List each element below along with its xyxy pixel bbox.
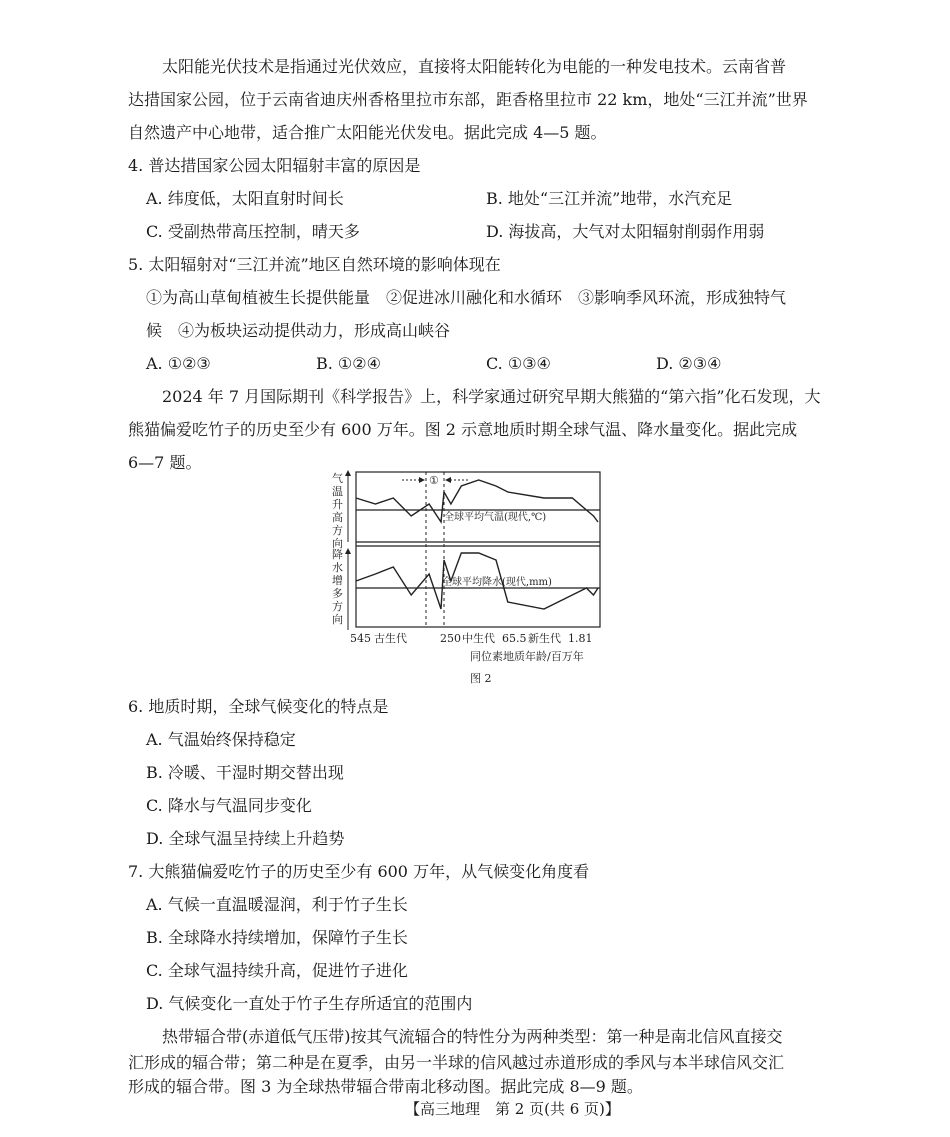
y-arrow-top-head bbox=[345, 470, 351, 476]
y-arrow-bottom-head bbox=[345, 548, 351, 554]
x-tick-1-81: 1.81 bbox=[568, 632, 593, 645]
question-4-option-b: B. 地处“三江并流”地带，水汽充足 bbox=[486, 189, 733, 208]
page-footer: 【高三地理 第 2 页(共 6 页)】 bbox=[405, 1100, 620, 1118]
passage1-line-3: 自然遗产中心地带，适合推广太阳能光伏发电。据此完成 4—5 题。 bbox=[128, 123, 607, 142]
y-label-bottom-0: 降 bbox=[332, 548, 343, 561]
question-6-option-d: D. 全球气温呈持续上升趋势 bbox=[146, 829, 345, 848]
question-5-option-c: C. ①③④ bbox=[486, 354, 551, 373]
question-4-option-d: D. 海拔高，大气对太阳辐射削弱作用弱 bbox=[486, 222, 765, 241]
y-label-bottom-1: 水 bbox=[332, 561, 343, 574]
chart-frame bbox=[356, 472, 600, 627]
y-label-top-5: 向 bbox=[332, 537, 343, 550]
y-label-top-4: 方 bbox=[332, 524, 343, 537]
question-5-option-a: A. ①②③ bbox=[146, 354, 211, 373]
question-7-option-b: B. 全球降水持续增加，保障竹子生长 bbox=[146, 928, 408, 947]
passage2-line-1: 2024 年 7 月国际期刊《科学报告》上，科学家通过研究早期大熊猫的“第六指”化石发现，大 bbox=[162, 387, 821, 406]
marker-arrow-left-head bbox=[419, 477, 425, 483]
figure-2-chart bbox=[330, 470, 620, 690]
y-label-bottom-5: 向 bbox=[332, 613, 343, 626]
x-tick-250: 250 bbox=[440, 632, 461, 645]
question-5-option-d: D. ②③④ bbox=[656, 354, 722, 373]
question-6-stem: 6. 地质时期，全球气候变化的特点是 bbox=[128, 697, 389, 716]
question-7-stem: 7. 大熊猫偏爱吃竹子的历史至少有 600 万年，从气候变化角度看 bbox=[128, 862, 590, 881]
passage2-line-2: 熊猫偏爱吃竹子的历史至少有 600 万年。图 2 示意地质时期全球气温、降水量变化。据此完成 bbox=[128, 420, 798, 439]
question-5-stem: 5. 太阳辐射对“三江并流”地区自然环境的影响体现在 bbox=[128, 255, 501, 274]
question-7-option-c: C. 全球气温持续升高，促进竹子进化 bbox=[146, 961, 408, 980]
x-tick-545: 545 bbox=[350, 632, 371, 645]
question-5-items-line-1: ①为高山草甸植被生长提供能量 ②促进冰川融化和水循环 ③影响季风环流，形成独特气 bbox=[146, 288, 787, 307]
question-4-option-a: A. 纬度低，太阳直射时间长 bbox=[146, 189, 344, 208]
figure-caption: 图 2 bbox=[470, 672, 492, 685]
marker-arrow-right-head bbox=[445, 477, 451, 483]
passage3-line-3: 形成的辐合带。图 3 为全球热带辐合带南北移动图。据此完成 8—9 题。 bbox=[128, 1077, 643, 1096]
precipitation-reference-label: 全球平均降水(现代,mm) bbox=[442, 577, 552, 588]
question-4-option-c: C. 受副热带高压控制，晴天多 bbox=[146, 222, 360, 241]
y-label-bottom-2: 增 bbox=[332, 574, 343, 587]
figure-2 bbox=[330, 470, 620, 690]
y-label-top-1: 温 bbox=[332, 485, 343, 498]
x-tick-65-5: 65.5 bbox=[502, 632, 527, 645]
y-label-bottom-4: 方 bbox=[332, 600, 343, 613]
x-era-cenozoic: 新生代 bbox=[528, 632, 561, 645]
y-label-bottom-3: 多 bbox=[332, 587, 343, 600]
x-era-paleozoic: 古生代 bbox=[374, 632, 407, 645]
passage3-line-2: 汇形成的辐合带；第二种是在夏季，由另一半球的信风越过赤道形成的季风与本半球信风交汇 bbox=[128, 1053, 785, 1072]
passage2-line-3: 6—7 题。 bbox=[128, 453, 202, 472]
period-marker-label: ① bbox=[429, 474, 439, 487]
question-7-option-a: A. 气候一直温暖湿润，利于竹子生长 bbox=[146, 895, 408, 914]
passage1-line-1: 太阳能光伏技术是指通过光伏效应，直接将太阳能转化为电能的一种发电技术。云南省普 bbox=[162, 57, 787, 76]
temperature-reference-label: 全球平均气温(现代,℃) bbox=[444, 512, 547, 523]
question-6-option-b: B. 冷暖、干湿时期交替出现 bbox=[146, 763, 344, 782]
passage1-line-2: 达措国家公园，位于云南省迪庆州香格里拉市东部，距香格里拉市 22 km，地处“三江并流”世界 bbox=[128, 90, 808, 109]
question-4-stem: 4. 普达措国家公园太阳辐射丰富的原因是 bbox=[128, 156, 421, 175]
y-label-top-0: 气 bbox=[332, 472, 343, 485]
x-era-mesozoic: 中生代 bbox=[462, 632, 495, 645]
question-7-option-d: D. 气候变化一直处于竹子生存所适宜的范围内 bbox=[146, 994, 473, 1013]
question-6-option-a: A. 气温始终保持稳定 bbox=[146, 730, 296, 749]
question-5-option-b: B. ①②④ bbox=[316, 354, 381, 373]
y-label-top-3: 高 bbox=[332, 511, 343, 524]
passage3-line-1: 热带辐合带(赤道低气压带)按其气流辐合的特性分为两种类型：第一种是南北信风直接交 bbox=[162, 1027, 783, 1046]
x-axis-title: 同位素地质年龄/百万年 bbox=[470, 650, 584, 663]
y-label-top-2: 升 bbox=[332, 498, 343, 511]
question-5-items-line-2: 候 ④为板块运动提供动力，形成高山峡谷 bbox=[146, 321, 451, 340]
question-6-option-c: C. 降水与气温同步变化 bbox=[146, 796, 312, 815]
